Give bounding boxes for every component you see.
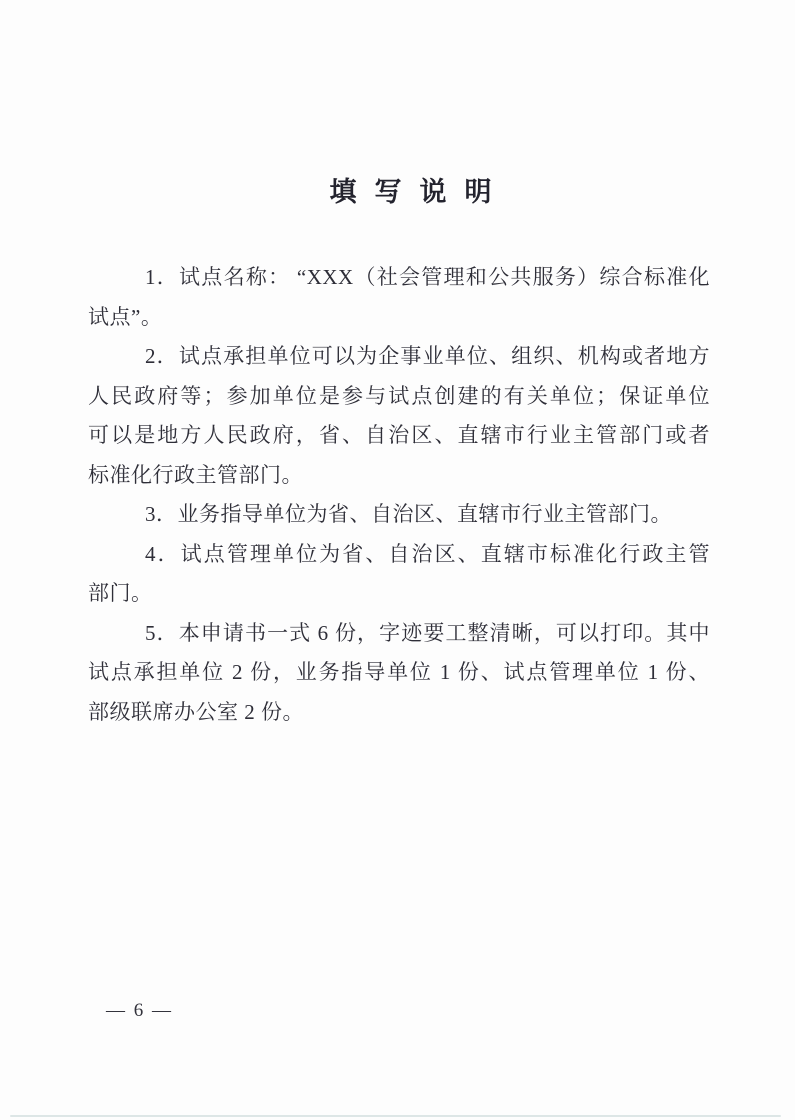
paragraph-line: 标准化行政主管部门。 (88, 462, 303, 487)
paragraph-4 (88, 535, 710, 614)
paragraph-1 (88, 258, 710, 337)
paragraph-line: 人民政府等；参加单位是参与试点创建的有关单位；保证单位 (88, 383, 710, 408)
scan-artifact-line (10, 1115, 781, 1117)
paragraph-line: 试点承担单位 2 份，业务指导单位 1 份、试点管理单位 1 份、 (88, 660, 710, 684)
page-number: — 6 — (106, 1000, 173, 1021)
page-title: 填写说明 (329, 177, 510, 207)
paragraph-line: 部门。 (88, 581, 153, 605)
instructions-body (88, 258, 710, 732)
paragraph-line: 1．试点名称： “XXX（社会管理和公共服务）综合标准化 (145, 265, 710, 289)
paragraph-line: 2．试点承担单位可以为企事业单位、组织、机构或者地方 (145, 344, 710, 368)
paragraph-2 (88, 337, 710, 495)
paragraph-line: 3．业务指导单位为省、自治区、直辖市行业主管部门。 (145, 502, 672, 526)
paragraph-line: 部级联席办公室 2 份。 (88, 699, 304, 724)
paragraph-line: 5．本申请书一式 6 份，字迹要工整清晰，可以打印。其中 (145, 620, 710, 645)
paragraph-line: 试点”。 (88, 304, 163, 329)
paragraph-line: 4．试点管理单位为省、自治区、直辖市标准化行政主管 (145, 541, 710, 566)
paragraph-3 (88, 495, 710, 535)
paragraph-line: 可以是地方人民政府，省、自治区、直辖市行业主管部门或者 (88, 423, 710, 447)
paragraph-5 (88, 614, 710, 733)
